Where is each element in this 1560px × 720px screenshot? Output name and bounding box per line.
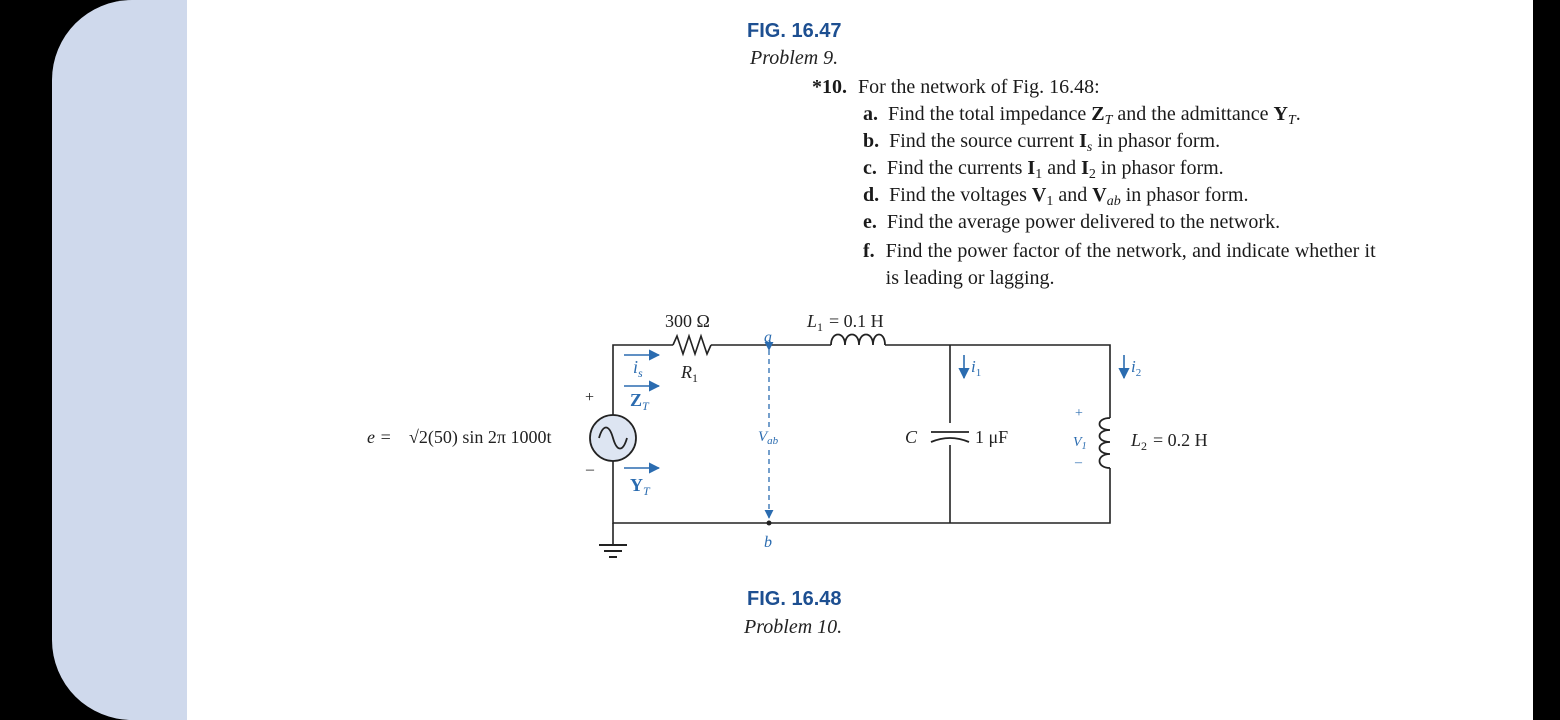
source-plus: + — [585, 389, 595, 406]
is-label: $i_s$ — [633, 357, 643, 380]
source-minus: – — [586, 461, 594, 478]
vab-label: $V_{ab}$ — [758, 429, 779, 447]
document-page — [187, 0, 1533, 720]
problem-item-e-text: Find the average power delivered to the network. — [886, 211, 1281, 233]
problem-item-a: a. Find the total impedance $Z_T$ and the admittance $Y_T$. — [863, 103, 1301, 129]
problem-item-f-text: Find the power factor of the network, and indicate whether it is leading or lagging. — [885, 240, 1376, 289]
yt-label: $Y_T$ — [630, 475, 650, 498]
ac-source-symbol — [590, 415, 636, 461]
r1-value: 300 Ω — [665, 311, 710, 331]
fig-16-48-caption: Problem 10. — [744, 616, 843, 638]
l2-label: $L_2 = 0.2$ H — [1131, 430, 1208, 453]
resistor-r1-symbol — [673, 336, 711, 354]
ground-symbol — [599, 545, 627, 557]
problem-item-f: f. Find the power factor of the network, and indicate whether it is leading or lagging. — [863, 238, 1385, 292]
i1-label: $i_1$ — [971, 357, 982, 379]
problem-item-c: c. Find the currents $I_1$ and $I_2$ in phasor form. — [863, 157, 1224, 183]
fig-16-47-caption: Problem 9. — [750, 47, 839, 69]
problem-item-d-text: Find the voltages $V_1$ and $V_{ab}$ in phasor form. — [889, 184, 1249, 210]
left-sidebar-panel — [52, 0, 187, 720]
problem-number: *10. — [812, 76, 847, 98]
capacitor-label: C — [905, 427, 918, 447]
i2-label: $i_2$ — [1131, 357, 1142, 379]
source-label-e: e = — [367, 427, 392, 447]
capacitor-symbol — [931, 432, 969, 442]
fig-16-48-label: FIG. 16.48 — [747, 588, 842, 610]
problem-item-c-text: Find the currents $I_1$ and $I_2$ in phasor form. — [886, 157, 1224, 183]
r1-label: $R_1$ — [681, 362, 698, 385]
capacitor-value: 1 μF — [975, 427, 1009, 447]
problem-item-b: b. Find the source current $I_s$ in phasor form. — [863, 130, 1221, 156]
fig-16-47-label: FIG. 16.47 — [747, 20, 842, 42]
source-expression: √2(50) sin 2π 1000t — [409, 427, 552, 447]
problem-item-d: d. Find the voltages $V_1$ and $V_{ab}$ in phasor form. — [863, 184, 1249, 210]
problem-header — [812, 76, 1100, 99]
zt-label: $Z_T$ — [630, 390, 649, 413]
circuit-diagram — [187, 300, 1533, 590]
problem-intro: For the network of Fig. 16.48: — [858, 76, 1100, 98]
v1-plus: + — [1075, 406, 1083, 421]
l1-label: $L_1 = 0.1$ H — [807, 311, 884, 334]
v1-minus: – — [1075, 455, 1082, 470]
problem-item-b-text: Find the source current $I_s$ in phasor form. — [889, 130, 1221, 156]
node-b-label: b — [764, 534, 772, 551]
v1-label: $V_1$ — [1073, 435, 1087, 452]
problem-item-e: e. Find the average power delivered to the network. — [863, 211, 1281, 233]
inductor-l2-symbol — [1100, 418, 1111, 468]
problem-item-a-text: Find the total impedance $Z_T$ and the admittance $Y_T$. — [888, 103, 1301, 129]
inductor-l1-symbol — [831, 335, 885, 346]
node-a-label: a — [764, 329, 772, 346]
node-b-dot — [767, 521, 772, 526]
